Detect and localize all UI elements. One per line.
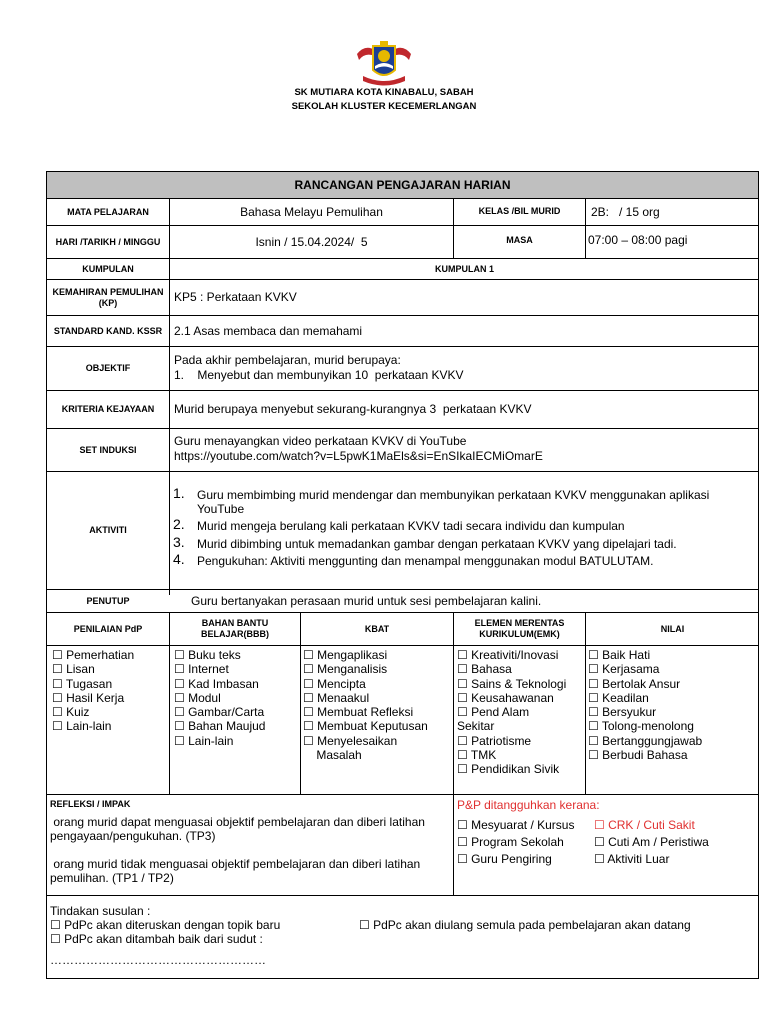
checkbox-berbudi-bahasa[interactable]: ☐ Berbudi Bahasa (588, 748, 688, 763)
checkbox-cuti-am[interactable]: ☐ Cuti Am / Peristiwa (594, 835, 709, 849)
label-mata-pelajaran: MATA PELAJARAN (67, 207, 149, 218)
value-set-induksi-link[interactable]: https://youtube.com/watch?v=L5pwK1MaEls&si=EnSIkaIECMiOmarE (174, 449, 543, 463)
checkbox-kad-imbasan[interactable]: ☐ Kad Imbasan (174, 676, 259, 691)
checkbox-ditambah-baik[interactable]: ☐ PdPc akan ditambah baik dari sudut : (50, 932, 263, 946)
value-kriteria: Murid berupaya menyebut sekurang-kurangnya 3 perkataan KVKV (174, 402, 532, 416)
label-kelas: KELAS /BIL MURID (478, 205, 561, 216)
header-emk: ELEMEN MERENTAS KURIKULUM(EMK) (474, 618, 565, 639)
checkbox-masalah-label: Masalah (303, 748, 362, 763)
checkbox-patriotisme[interactable]: ☐ Patriotisme (457, 733, 532, 748)
checkbox-gambar-carta[interactable]: ☐ Gambar/Carta (174, 705, 265, 720)
checkbox-menyelesaikan[interactable]: ☐ Menyelesaikan (303, 733, 398, 748)
value-standard: 2.1 Asas membaca dan memahami (174, 324, 363, 338)
checkbox-tolong-menolong[interactable]: ☐ Tolong-menolong (588, 719, 694, 734)
checkbox-hasil-kerja[interactable]: ☐ Hasil Kerja (52, 690, 125, 705)
penilaian-checklist (52, 648, 134, 734)
label-kumpulan: KUMPULAN (82, 263, 134, 274)
checkbox-baik-hati[interactable]: ☐ Baik Hati (588, 648, 651, 662)
tindakan-dotted-line: ……………………………………………… (50, 953, 266, 967)
value-kumpulan: KUMPULAN 1 (434, 263, 494, 274)
checkbox-keadilan[interactable]: ☐ Keadilan (588, 690, 649, 705)
checkbox-pendidikan-sivik[interactable]: ☐ Pendidikan Sivik (457, 762, 560, 777)
checkbox-pemerhatian[interactable]: ☐ Pemerhatian (52, 648, 135, 662)
checkbox-menganalisis[interactable]: ☐ Menganalisis (303, 662, 388, 677)
checkbox-tmk[interactable]: ☐ TMK (457, 748, 497, 763)
label-penutup: PENUTUP (86, 595, 130, 606)
list-item: 1. Guru membimbing murid mendengar dan membunyikan perkataan KVKV menggunakan aplikasi YouTube (173, 485, 710, 516)
checkbox-kuiz[interactable]: ☐ Kuiz (52, 705, 90, 720)
value-hari: Isnin / 15.04.2024/ 5 (255, 235, 368, 249)
label-kriteria: KRITERIA KEJAYAAN (61, 404, 155, 415)
checkbox-bahan-maujud[interactable]: ☐ Bahan Maujud (174, 719, 266, 734)
header-penilaian: PENILAIAN PdP (73, 623, 143, 634)
school-name: SK MUTIARA KOTA KINABALU, SABAH (294, 87, 474, 98)
checkbox-bertanggungjawab[interactable]: ☐ Bertanggungjawab (588, 733, 703, 748)
label-masa: MASA (506, 234, 533, 245)
header-kbat: KBAT (364, 623, 390, 634)
table-title: RANCANGAN PENGAJARAN HARIAN (46, 171, 759, 199)
label-objektif: OBJEKTIF (85, 363, 131, 374)
checkbox-kerjasama[interactable]: ☐ Kerjasama (588, 662, 660, 677)
value-kelas: 2B: / 15 org (591, 205, 660, 219)
kbat-checklist (303, 648, 428, 762)
checkbox-bersyukur[interactable]: ☐ Bersyukur (588, 705, 657, 720)
checkbox-aktiviti-luar[interactable]: ☐ Aktiviti Luar (594, 852, 670, 866)
refleksi-tp3: orang murid dapat menguasai objektif pembelajaran dan diberi latihan pengayaan/pengukuhan. (TP3) (50, 815, 429, 843)
value-kemahiran: KP5 : Perkataan KVKV (174, 290, 297, 304)
label-aktiviti: AKTIVITI (89, 525, 127, 536)
value-objektif-line2: 1. Menyebut dan membunyikan 10 perkataan KVKV (174, 368, 464, 382)
checkbox-menaakul[interactable]: ☐ Menaakul (303, 690, 370, 705)
checkbox-membuat-keputusan[interactable]: ☐ Membuat Keputusan (303, 719, 428, 734)
checkbox-lain-lain[interactable]: ☐ Lain-lain (52, 719, 112, 734)
checkbox-diulang[interactable]: ☐ PdPc akan diulang semula pada pembelajaran akan datang (359, 918, 691, 932)
list-item: 2. Murid mengeja berulang kali perkataan KVKV tadi secara individu dan kumpulan (173, 516, 625, 533)
checkbox-diteruskan[interactable]: ☐ PdPc akan diteruskan dengan topik baru (50, 918, 281, 932)
value-penutup: Guru bertanyakan perasaan murid untuk sesi pembelajaran kalini. (191, 594, 542, 608)
label-refleksi: REFLEKSI / IMPAK (50, 799, 131, 809)
checkbox-mesyuarat[interactable]: ☐ Mesyuarat / Kursus (457, 818, 575, 832)
list-item: 4. Pengukuhan: Aktiviti menggunting dan menampal menggunakan modul BATULUTAM. (173, 551, 654, 568)
header-nilai: NILAI (660, 623, 685, 634)
checkbox-guru-pengiring[interactable]: ☐ Guru Pengiring (457, 852, 552, 866)
emk-checklist (457, 648, 566, 777)
checkbox-membuat-refleksi[interactable]: ☐ Membuat Refleksi (303, 705, 414, 720)
refleksi-tp1-tp2: orang murid tidak menguasai objektif pembelajaran dan diberi latihan pemulihan. (TP1 / TP2) (50, 857, 424, 885)
nilai-checklist (588, 648, 702, 762)
checkbox-buku-teks[interactable]: ☐ Buku teks (174, 648, 241, 662)
school-subtitle: SEKOLAH KLUSTER KECEMERLANGAN (291, 101, 477, 112)
value-mata-pelajaran: Bahasa Melayu Pemulihan (240, 205, 383, 219)
checkbox-lisan[interactable]: ☐ Lisan (52, 662, 95, 677)
aktiviti-list (173, 485, 743, 573)
checkbox-mencipta[interactable]: ☐ Mencipta (303, 676, 366, 691)
bbb-checklist (174, 648, 265, 748)
value-set-induksi-line1: Guru menayangkan video perkataan KVKV di YouTube (174, 434, 467, 448)
label-kemahiran: KEMAHIRAN PEMULIHAN (KP) (52, 286, 164, 308)
checkbox-kreativiti[interactable]: ☐ Kreativiti/Inovasi (457, 648, 559, 662)
checkbox-bbb-lain-lain[interactable]: ☐ Lain-lain (174, 733, 234, 748)
label-hari: HARI /TARIKH / MINGGU (55, 236, 161, 247)
value-objektif-line1: Pada akhir pembelajaran, murid berupaya: (174, 353, 401, 367)
checkbox-sains-teknologi[interactable]: ☐ Sains & Teknologi (457, 676, 567, 691)
school-crest-logo (355, 40, 413, 88)
checkbox-crk[interactable]: ☐ CRK / Cuti Sakit (594, 818, 695, 832)
list-item: 3. Murid dibimbing untuk memadankan gambar dengan perkataan KVKV yang dipelajari tadi. (173, 533, 677, 551)
checkbox-mengaplikasi[interactable]: ☐ Mengaplikasi (303, 648, 388, 662)
label-standard: STANDARD KAND. KSSR (53, 325, 163, 336)
value-masa: 07:00 – 08:00 pagi (588, 233, 688, 247)
checkbox-internet[interactable]: ☐ Internet (174, 662, 229, 677)
header-bbb: BAHAN BANTU BELAJAR(BBB) (201, 618, 269, 639)
checkbox-tugasan[interactable]: ☐ Tugasan (52, 676, 113, 691)
label-set-induksi: SET INDUKSI (79, 444, 137, 455)
checkbox-bertolak-ansur[interactable]: ☐ Bertolak Ansur (588, 676, 681, 691)
label-ditangguhkan: P&P ditangguhkan kerana: (457, 798, 600, 812)
checkbox-pend-alam[interactable]: ☐ Pend Alam (457, 705, 530, 720)
checkbox-keusahawanan[interactable]: ☐ Keusahawanan (457, 690, 554, 705)
label-tindakan: Tindakan susulan : (50, 904, 151, 918)
checkbox-bahasa[interactable]: ☐ Bahasa (457, 662, 512, 677)
checkbox-program-sekolah[interactable]: ☐ Program Sekolah (457, 835, 564, 849)
checkbox-modul[interactable]: ☐ Modul (174, 690, 221, 705)
checkbox-sekitar-label: Sekitar (457, 719, 495, 734)
